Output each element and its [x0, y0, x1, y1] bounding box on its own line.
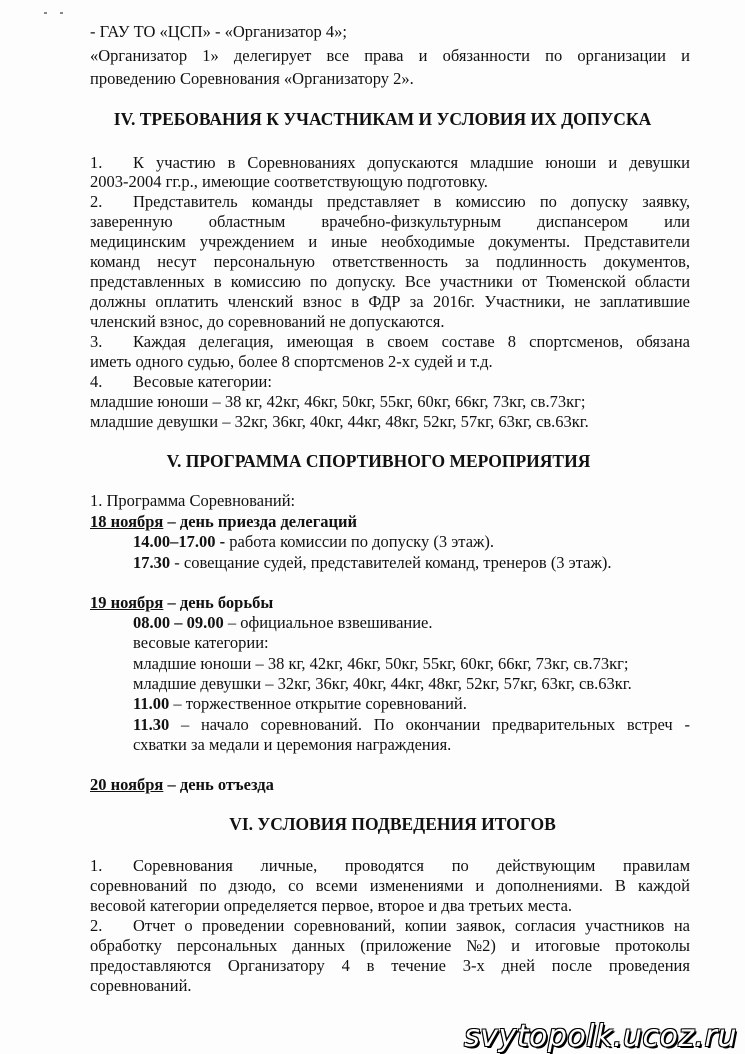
day-2-heading	[90, 593, 273, 613]
s6-item-2-line-3-text: предоставляются Организатору 4 в течение 3-х дней после проведения	[90, 956, 690, 975]
day-3-title: – день отъезда	[163, 775, 274, 794]
s4-item-2-line-3-text: медицинским учреждением и иные необходимые документы. Представители	[90, 232, 690, 251]
s6-item-1-line-1-text: Соревнования личные, проводятся по действующим правилам	[133, 856, 690, 875]
day-1-event-2-time: 17.30	[133, 553, 171, 572]
s6-item-2-line-1-text: Отчет о проведении соревнований, копии заявок, согласия участников на	[133, 916, 690, 935]
s6-item-1-line-1	[133, 856, 690, 876]
day-1-event-2	[133, 553, 612, 573]
s4-item-4-line-3: младшие девушки – 32кг, 36кг, 40кг, 44кг, 48кг, 52кг, 57кг, 63кг, св.63кг.	[90, 412, 589, 431]
day-1-title: – день приезда делегаций	[163, 512, 357, 531]
s6-item-2-line-1	[133, 916, 690, 936]
day-2-weights-boys: младшие юноши – 38 кг, 42кг, 46кг, 50кг, 55кг, 60кг, 66кг, 73кг, св.73кг;	[133, 654, 629, 673]
program-intro: 1. Программа Соревнований:	[90, 491, 296, 510]
s4-item-2-number: 2.	[90, 192, 103, 211]
day-2-event-opening-text: – торжественное открытие соревнований.	[169, 694, 467, 713]
day-1-heading	[90, 512, 357, 532]
s4-item-2-line-5	[90, 272, 690, 292]
s4-item-2-line-5-text: представленных в комиссию по допуску. Все участники от Тюменской области	[90, 272, 690, 291]
day-2-date: 19 ноября	[90, 593, 164, 612]
day-2-weights-girls: младшие девушки – 32кг, 36кг, 40кг, 44кг, 48кг, 52кг, 57кг, 63кг, св.63кг.	[133, 674, 632, 693]
s4-item-2-line-1	[133, 192, 690, 212]
section-4-heading: IV. ТРЕБОВАНИЯ К УЧАСТНИКАМ И УСЛОВИЯ ИХ ДОПУСКА	[113, 109, 652, 129]
s4-item-2-line-6	[90, 292, 690, 312]
s4-item-1-line-1-text: К участию в Соревнованиях допускаются младшие юноши и девушки	[133, 153, 690, 172]
s4-item-2-line-7: членский взнос, до соревнований не допускаются.	[90, 312, 445, 331]
s4-item-4-line-1: Весовые категории:	[133, 372, 272, 391]
s6-item-2-line-2	[90, 936, 690, 956]
s6-item-2-line-4: соревнований.	[90, 976, 192, 995]
day-1-date: 18 ноября	[90, 512, 164, 531]
day-2-event-opening-time: 11.00	[133, 694, 170, 713]
day-2-title: – день борьбы	[163, 593, 274, 612]
s4-item-4-number: 4.	[90, 372, 103, 391]
s4-item-3-line-1-text: Каждая делегация, имеющая в своем составе 8 спортсменов, обязана	[133, 332, 690, 351]
day-2-event-1-time: 08.00 – 09.00	[133, 613, 224, 632]
s4-item-3-line-2: иметь одного судью, более 8 спортсменов 2-х судей и т.д.	[90, 352, 493, 371]
scan-speck	[44, 12, 47, 14]
day-2-event-start-text: – начало соревнований. По окончании предварительных встреч -	[169, 715, 690, 734]
s6-item-2-line-2-text: обработку персональных данных (приложение №2) и итоговые протоколы	[90, 936, 690, 955]
intro-line-2	[90, 46, 690, 66]
s4-item-2-line-3	[90, 232, 690, 252]
intro-line-1: - ГАУ ТО «ЦСП» - «Организатор 4»;	[90, 22, 347, 41]
day-3-heading	[90, 775, 274, 795]
day-2-event-opening	[133, 694, 467, 714]
day-1-event-1	[133, 532, 494, 552]
intro-line-3: проведению Соревнования «Организатору 2».	[90, 69, 414, 88]
intro-line-2-text: «Организатор 1» делегирует все права и обязанности по организации и	[90, 46, 690, 65]
s4-item-3-number: 3.	[90, 332, 103, 351]
s4-item-1-number: 1.	[90, 153, 103, 172]
day-2-event-1-text: – официальное взвешивание.	[223, 613, 433, 632]
s6-item-1-line-2	[90, 876, 690, 896]
s4-item-2-line-2	[90, 212, 690, 232]
day-2-event-start-line	[133, 715, 690, 735]
day-2-weights-label: весовые категории:	[133, 633, 269, 652]
s6-item-2-number: 2.	[90, 916, 103, 935]
s4-item-2-line-4	[90, 252, 690, 272]
day-2-event-start	[133, 715, 690, 735]
day-2-event-1	[133, 613, 433, 633]
s6-item-1-line-2-text: соревнований по дзюдо, со всеми изменениями и дополнениями. В каждой	[90, 876, 690, 895]
day-1-event-1-text: работа комиссии по допуску (3 этаж).	[225, 532, 495, 551]
s6-item-2-line-3	[90, 956, 690, 976]
day-3-date: 20 ноября	[90, 775, 164, 794]
s4-item-2-line-6-text: должны оплатить членский взнос в ФДР за 2016г. Участники, не заплатившие	[90, 292, 690, 311]
s4-item-1-line-1	[133, 153, 690, 173]
day-1-event-1-time: 14.00–17.00 -	[133, 532, 226, 551]
s4-item-4-line-2: младшие юноши – 38 кг, 42кг, 46кг, 50кг, 55кг, 60кг, 66кг, 73кг, св.73кг;	[90, 392, 586, 411]
s4-item-2-line-2-text: заверенную областным врачебно-физкультурным диспансером или	[90, 212, 690, 231]
s4-item-2-line-4-text: команд несут персональную ответственность за подлинность документов,	[90, 252, 690, 271]
day-2-event-start-time: 11.30	[133, 715, 170, 734]
day-1-event-2-text: - совещание судей, представителей команд, тренеров (3 этаж).	[170, 553, 612, 572]
s4-item-3-line-1	[133, 332, 690, 352]
s6-item-1-number: 1.	[90, 856, 103, 875]
section-5-heading: V. ПРОГРАММА СПОРТИВНОГО МЕРОПРИЯТИЯ	[166, 451, 591, 471]
section-6-heading: VI. УСЛОВИЯ ПОДВЕДЕНИЯ ИТОГОВ	[229, 814, 556, 834]
scan-speck	[60, 12, 63, 14]
s4-item-2-line-1-text: Представитель команды представляет в комиссию по допуску заявку,	[133, 192, 690, 211]
s4-item-1-line-2: 2003-2004 гг.р., имеющие соответствующую подготовку.	[90, 172, 488, 191]
day-2-event-medals: схватки за медали и церемония награждения.	[133, 735, 452, 754]
s6-item-1-line-3: весовой категории определяется первое, второе и два третьих места.	[90, 896, 573, 915]
site-watermark: svytopolk.ucoz.ru	[464, 1019, 737, 1054]
